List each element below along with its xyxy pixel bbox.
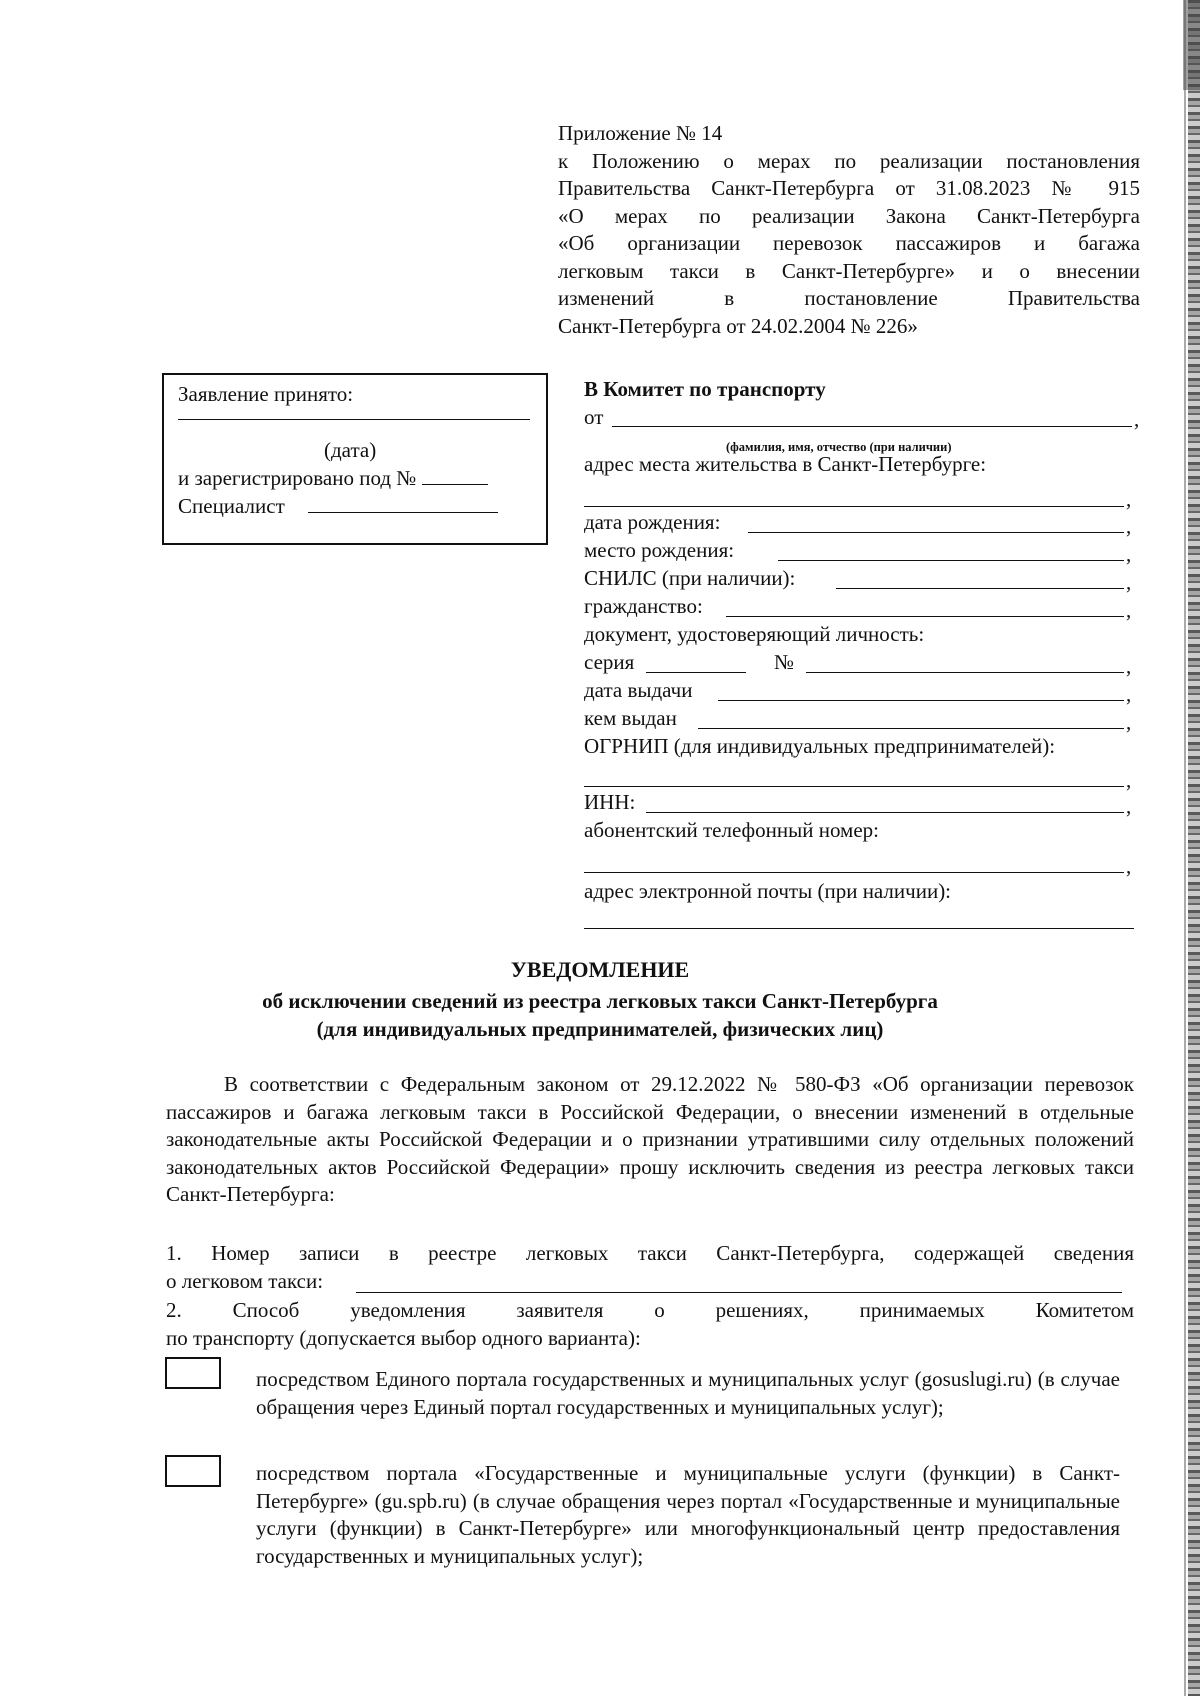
birth-place-field[interactable]: [778, 538, 1124, 561]
intro-paragraph: В соответствии с Федеральным законом от 29.12.2022 № 580-ФЗ «Об организации перевозок пассажиров и багажа легковым такси в Российской Федерации, о внесении изменений в отдельные законодательные акты Российской Федерации и о признании утратившими силу отдельных положений законодательных актов Российской Федерации» прошу исключить сведения из реестра легковых такси Санкт-Петербурга:: [166, 1072, 1134, 1206]
item-2-line-1: 2. Способ уведомления заявителя о решениях, принимаемых Комитетом: [166, 1298, 1134, 1322]
issued-by-field[interactable]: [698, 706, 1124, 729]
specialist-label: Специалист: [178, 494, 285, 518]
birth-date-field[interactable]: [748, 510, 1124, 533]
item-2: [166, 1297, 1134, 1352]
issue-date-field[interactable]: [718, 678, 1124, 701]
scan-right-edge: [1188, 0, 1200, 1696]
phone-label: абонентский телефонный номер:: [584, 818, 880, 842]
annex-line: Правительства Санкт-Петербурга от 31.08.2023 № 915: [558, 176, 1140, 200]
citizenship-field[interactable]: [726, 594, 1124, 617]
snils-label: СНИЛС (при наличии):: [584, 566, 796, 590]
option-gu-spb-checkbox[interactable]: [165, 1455, 221, 1487]
option-gosuslugi-checkbox[interactable]: [165, 1357, 221, 1389]
ogrnip-label: ОГРНИП (для индивидуальных предпринимателей):: [584, 734, 1056, 758]
registry-record-number-field[interactable]: [356, 1272, 1122, 1293]
document-subtitle-2: (для индивидуальных предпринимателей, физических лиц): [316, 1017, 884, 1041]
citizenship-label: гражданство:: [584, 594, 703, 618]
specialist-line[interactable]: [308, 492, 498, 513]
id-doc-label: документ, удостоверяющий личность:: [584, 622, 925, 646]
phone-field[interactable]: [584, 850, 1124, 873]
document-subtitle: об исключении сведений из реестра легковых такси Санкт-Петербурга: [262, 989, 938, 1013]
inn-label: ИНН:: [584, 790, 636, 814]
intro-paragraph-block: [166, 1071, 1134, 1209]
birth-place-label: место рождения:: [584, 538, 735, 562]
number-sign: №: [774, 650, 795, 674]
issued-by-label: кем выдан: [584, 706, 677, 730]
registration-number-line[interactable]: [422, 464, 488, 485]
option-gu-spb-text: посредством портала «Государственные и муниципальные услуги (функции) в Санкт-Петербурге» (gu.spb.ru) (в случае обращения через портал «Государственные и муниципальные услуги (функции) в Санкт-Петербурге» или многофункциональный центр предоставления государственных и муниципальных услуг);: [256, 1461, 1120, 1568]
annex-line: Санкт-Петербурга от 24.02.2004 № 226»: [558, 313, 918, 338]
item-1: [166, 1240, 1134, 1295]
doc-number-field[interactable]: [806, 650, 1124, 673]
item-1-line-1: 1. Номер записи в реестре легковых такси Санкт-Петербурга, содержащей сведения: [166, 1241, 1134, 1265]
annex-line: «О мерах по реализации Закона Санкт-Петербурга: [558, 203, 1140, 228]
series-field[interactable]: [646, 650, 746, 673]
series-label: серия: [584, 650, 635, 674]
document-title: УВЕДОМЛЕНИЕ: [510, 957, 690, 982]
accepted-date-line[interactable]: [178, 419, 530, 420]
from-fio-field[interactable]: [612, 404, 1132, 427]
ogrnip-field[interactable]: [584, 764, 1124, 787]
annex-line: «Об организации перевозок пассажиров и багажа: [558, 231, 1140, 255]
accepted-label: Заявление принято:: [178, 382, 354, 406]
registered-label: и зарегистрировано под №: [178, 466, 417, 490]
item-1-line-2: о легковом такси:: [166, 1268, 324, 1293]
addressee-to: В Комитет по транспорту: [584, 377, 826, 401]
annex-line: изменений в постановление Правительства: [558, 286, 1140, 310]
snils-field[interactable]: [836, 566, 1124, 589]
scan-right-edge-line: [1184, 0, 1186, 1696]
annex-line: легковым такси в Санкт-Петербурге» и о внесении: [558, 258, 1140, 283]
option-gosuslugi-text: посредством Единого портала государственных и муниципальных услуг (gosuslugi.ru) (в случае обращения через Единый портал государственных и муниципальных услуг);: [256, 1367, 1120, 1419]
from-label: от: [584, 405, 604, 429]
scan-top-edge-mark: [1183, 0, 1200, 90]
address-field[interactable]: [584, 484, 1124, 507]
address-label: адрес места жительства в Санкт-Петербурге:: [584, 452, 987, 476]
item-2-line-2: по транспорту (допускается выбор одного варианта):: [166, 1325, 641, 1350]
registration-stamp-box: [162, 373, 548, 545]
annex-number: Приложение № 14: [558, 121, 723, 145]
annex-header: [558, 120, 1140, 340]
option-gosuslugi: [256, 1366, 1120, 1421]
annex-line: к Положению о мерах по реализации постановления: [558, 148, 1140, 173]
birth-date-label: дата рождения:: [584, 510, 721, 534]
fio-caption: (фамилия, имя, отчество (при наличии): [726, 440, 952, 454]
issue-date-label: дата выдачи: [584, 678, 693, 702]
email-field[interactable]: [584, 906, 1134, 929]
option-gu-spb: [256, 1460, 1120, 1570]
date-caption: (дата): [324, 438, 377, 462]
inn-field[interactable]: [646, 790, 1124, 813]
email-label: адрес электронной почты (при наличии):: [584, 879, 952, 903]
